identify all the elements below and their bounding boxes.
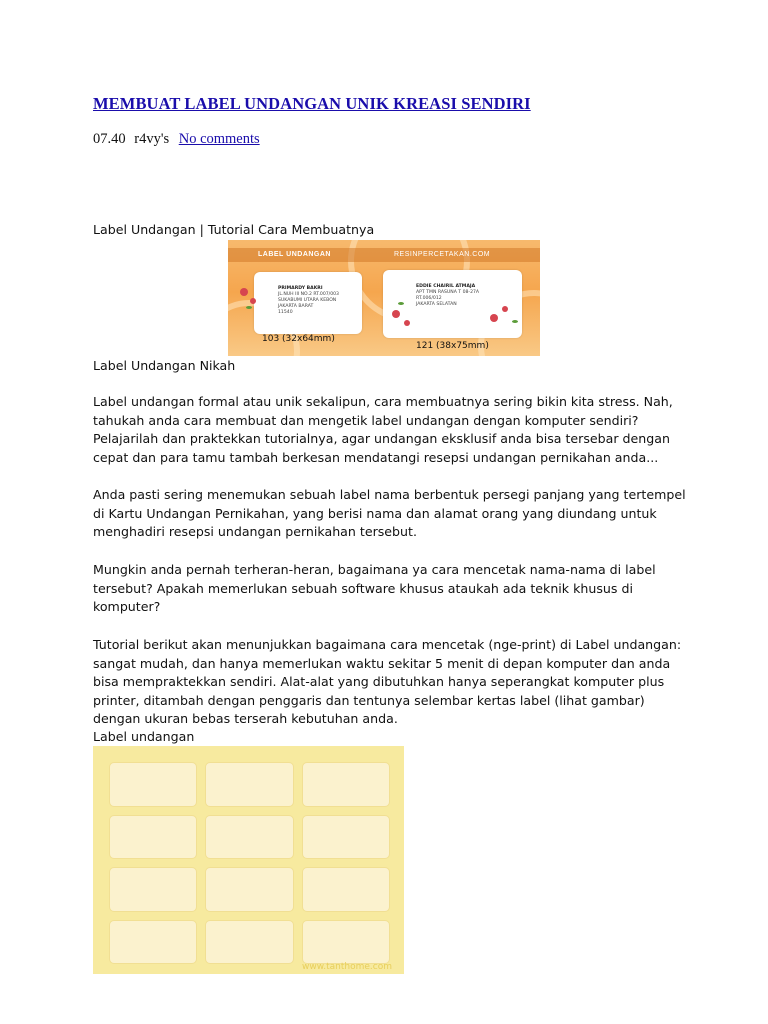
leaf-decoration bbox=[512, 320, 518, 323]
blank-label bbox=[109, 762, 197, 807]
subheading-label-undangan: Label undangan bbox=[93, 729, 195, 744]
flower-decoration bbox=[392, 310, 400, 318]
post-meta bbox=[93, 131, 260, 148]
blank-label bbox=[109, 867, 197, 912]
blank-label bbox=[205, 867, 293, 912]
post-author: r4vy's bbox=[134, 131, 170, 147]
flower-decoration bbox=[240, 288, 248, 296]
paragraph-3: Mungkin anda pernah terheran-heran, bagaimana ya cara mencetak nama-nama di label tersebut? Apakah memerlukan sebuah software khusus ataukah ada teknik khusus di komputer? bbox=[93, 562, 656, 614]
subheading-label-undangan-nikah: Label Undangan Nikah bbox=[93, 358, 236, 373]
card-a-caption: 103 (32x64mm) bbox=[262, 334, 335, 344]
blank-label bbox=[109, 920, 197, 965]
intro-heading: Label Undangan | Tutorial Cara Membuatnya bbox=[93, 222, 375, 237]
card-a-line: SUKABUMI UTARA KEBON bbox=[278, 298, 337, 303]
leaf-decoration bbox=[398, 302, 404, 305]
flower-decoration bbox=[404, 320, 410, 326]
blank-label bbox=[302, 762, 390, 807]
label-band-title: LABEL UNDANGAN bbox=[258, 251, 331, 258]
flower-decoration bbox=[502, 306, 508, 312]
leaf-decoration bbox=[246, 306, 252, 309]
comments-link[interactable]: No comments bbox=[178, 131, 260, 147]
blank-label bbox=[302, 920, 390, 965]
card-a-line: JAKARTA BARAT bbox=[278, 304, 314, 309]
paragraph-1: Label undangan formal atau unik sekalipun, cara membuatnya sering bikin kita stress. Nah, tahukah anda cara membuat dan mengetik label undangan dengan komputer sendiri? Pelajarilah dan praktekkan tutorialnya, agar undangan eksklusif anda bisa tersebar dengan cepat dan para tamu tambah berkesan mendatangi resepsi undangan pernikahan anda... bbox=[93, 394, 673, 465]
card-b-caption: 121 (38x75mm) bbox=[416, 341, 489, 351]
card-a-line: PRIMARDY BAKRI bbox=[278, 286, 323, 291]
blank-label bbox=[205, 762, 293, 807]
label-sheet-image bbox=[93, 746, 404, 974]
flower-decoration bbox=[250, 298, 256, 304]
card-b-line: APT TMN RASUNA T 08-27A bbox=[416, 290, 480, 295]
sheet-watermark: www.tanthome.com bbox=[302, 962, 392, 972]
label-band-site: RESINPERCETAKAN.COM bbox=[394, 251, 491, 258]
flower-decoration bbox=[490, 314, 498, 322]
label-sample-image bbox=[228, 240, 540, 356]
paragraph-2: Anda pasti sering menemukan sebuah label nama berbentuk persegi panjang yang tertempel di Kartu Undangan Pernikahan, yang berisi nama dan alamat orang yang diundang untuk menghadiri resepsi undangan pernikahan tersebut. bbox=[93, 487, 686, 539]
post-title[interactable]: MEMBUAT LABEL UNDANGAN UNIK KREASI SENDIRI bbox=[93, 94, 531, 113]
blank-label bbox=[109, 815, 197, 860]
card-b-line: EDDIE CHAIRIL ATMAJA bbox=[416, 284, 476, 289]
blank-label bbox=[302, 815, 390, 860]
label-sheet-grid bbox=[109, 762, 390, 964]
blank-label bbox=[205, 920, 293, 965]
blank-label bbox=[302, 867, 390, 912]
card-b-line: JAKARTA SELATAN bbox=[416, 302, 457, 307]
card-a-line: JL.NUH III NO.2 RT.007/003 bbox=[278, 292, 339, 297]
blank-label bbox=[205, 815, 293, 860]
card-a-line: 11540 bbox=[278, 310, 293, 315]
card-b-line: RT.006/012 bbox=[416, 296, 442, 301]
paragraph-4: Tutorial berikut akan menunjukkan bagaimana cara mencetak (nge-print) di Label undangan: sangat mudah, dan hanya memerlukan waktu sekitar 5 menit di depan komputer dan anda bisa mempraktekkan sendiri. Alat-alat yang dibutuhkan hanya seperangkat komputer plus printer, ditambah dengan penggaris dan tentunya selembar kertas label (lihat gambar) dengan ukuran bebas terserah kebutuhan anda. bbox=[93, 637, 682, 726]
post-time: 07.40 bbox=[93, 131, 126, 147]
